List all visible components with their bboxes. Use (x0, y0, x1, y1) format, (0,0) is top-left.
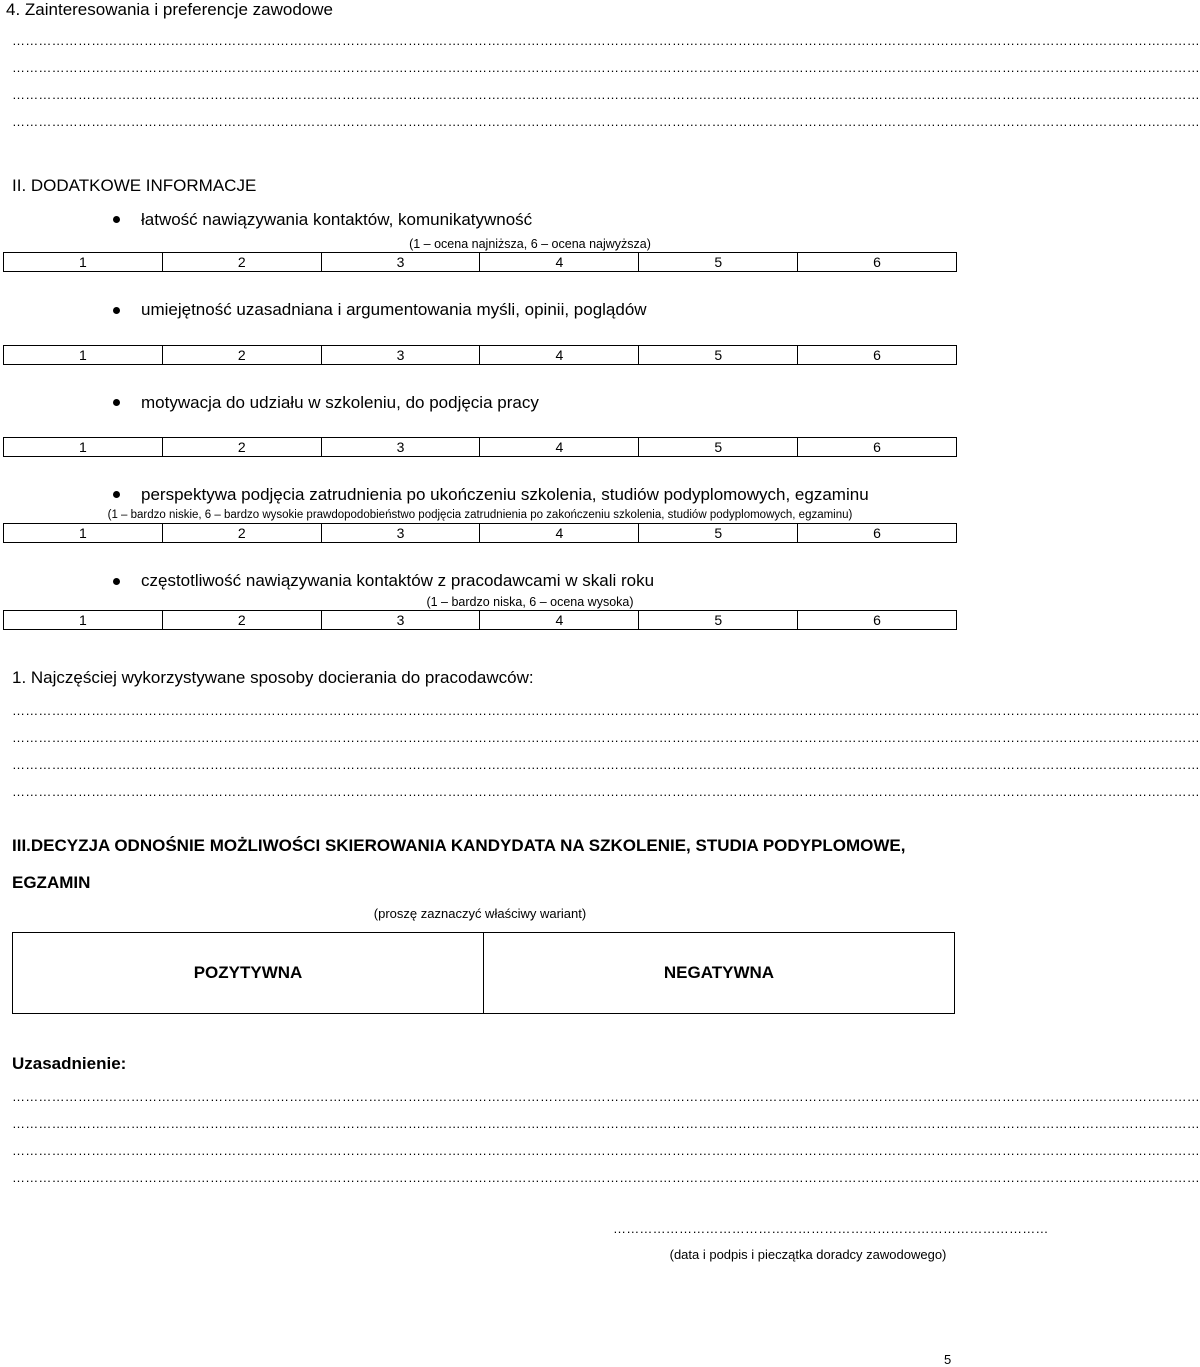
bullet-icon (113, 399, 120, 406)
scale-option-3[interactable]: 3 (321, 524, 480, 543)
bullet-icon (113, 216, 120, 223)
scale-option-2[interactable]: 2 (162, 438, 321, 457)
item-5-scale (3, 610, 957, 630)
scale-option-1[interactable]: 1 (4, 346, 163, 365)
signature-line[interactable]: ……………………………………………………………………………………… (613, 1221, 1049, 1236)
scale-option-4[interactable]: 4 (480, 438, 639, 457)
scale-option-3[interactable]: 3 (321, 438, 480, 457)
item-4-scale (3, 523, 957, 543)
justification-line-2[interactable]: ……………………………………………………………………………………………………………………………………………………………………………………………………………………………………………… (12, 1116, 1200, 1131)
scale-option-5[interactable]: 5 (639, 346, 798, 365)
item-1-label: łatwość nawiązywania kontaktów, komunikatywność (141, 210, 533, 229)
scale-option-1[interactable]: 1 (4, 524, 163, 543)
bullet-icon (113, 307, 120, 314)
item-5-note: (1 – bardzo niska, 6 – ocena wysoka) (426, 595, 634, 609)
scale-option-6[interactable]: 6 (798, 346, 957, 365)
item-2-label: umiejętność uzasadniana i argumentowania myśli, opinii, poglądów (141, 300, 647, 319)
scale-option-4[interactable]: 4 (480, 253, 639, 272)
section-4-title: 4. Zainteresowania i preferencje zawodowe (6, 0, 333, 19)
scale-option-3[interactable]: 3 (321, 253, 480, 272)
scale-option-3[interactable]: 3 (321, 346, 480, 365)
answer-line-4-2[interactable]: ……………………………………………………………………………………………………………………………………………………………………………………………………………………………………………… (12, 60, 1200, 75)
decision-options (12, 932, 955, 1014)
section-3-title-cont: EGZAMIN (12, 873, 91, 892)
item-3-scale (3, 437, 957, 457)
item-4-note: (1 – bardzo niskie, 6 – bardzo wysokie prawdopodobieństwo podjęcia zatrudnienia po zakończeniu szkolenia, studiów podyplomowych, egzaminu) (107, 509, 853, 521)
section-3-title: III.DECYZJA ODNOŚNIE MOŻLIWOŚCI SKIEROWANIA KANDYDATA NA SZKOLENIE, STUDIA PODYPLOMOWE, (12, 836, 906, 855)
answer-line-4-4[interactable]: ……………………………………………………………………………………………………………………………………………………………………………………………………………………………………………… (12, 114, 1200, 129)
scale-option-4[interactable]: 4 (480, 346, 639, 365)
scale-option-5[interactable]: 5 (639, 524, 798, 543)
scale-option-4[interactable]: 4 (480, 524, 639, 543)
signature-caption: (data i podpis i pieczątka doradcy zawodowego) (669, 1247, 947, 1262)
scale-option-6[interactable]: 6 (798, 438, 957, 457)
justification-line-1[interactable]: ……………………………………………………………………………………………………………………………………………………………………………………………………………………………………………… (12, 1089, 1200, 1104)
answer-line-q1-1[interactable]: ……………………………………………………………………………………………………………………………………………………………………………………………………………………………………………… (12, 703, 1200, 718)
item-1-scale (3, 252, 957, 272)
scale-option-2[interactable]: 2 (162, 524, 321, 543)
scale-option-2[interactable]: 2 (162, 611, 321, 630)
scale-option-1[interactable]: 1 (4, 253, 163, 272)
item-4-label: perspektywa podjęcia zatrudnienia po ukończeniu szkolenia, studiów podyplomowych, egzaminu (141, 485, 869, 504)
page-number: 5 (944, 1352, 952, 1367)
bullet-icon (113, 578, 120, 585)
justification-line-4[interactable]: ……………………………………………………………………………………………………………………………………………………………………………………………………………………………………………… (12, 1170, 1200, 1185)
scale-option-6[interactable]: 6 (798, 524, 957, 543)
scale-option-5[interactable]: 5 (639, 253, 798, 272)
justification-line-3[interactable]: ……………………………………………………………………………………………………………………………………………………………………………………………………………………………………………… (12, 1143, 1200, 1158)
scale-option-1[interactable]: 1 (4, 611, 163, 630)
decision-positive[interactable]: POZYTYWNA (13, 933, 484, 1014)
justification-label: Uzasadnienie: (12, 1054, 127, 1073)
answer-line-q1-4[interactable]: ……………………………………………………………………………………………………………………………………………………………………………………………………………………………………………… (12, 784, 1200, 799)
scale-option-1[interactable]: 1 (4, 438, 163, 457)
item-2-scale (3, 345, 957, 365)
scale-option-3[interactable]: 3 (321, 611, 480, 630)
scale-option-2[interactable]: 2 (162, 253, 321, 272)
bullet-icon (113, 491, 120, 498)
scale-option-6[interactable]: 6 (798, 611, 957, 630)
scale-option-4[interactable]: 4 (480, 611, 639, 630)
decision-negative[interactable]: NEGATYWNA (484, 933, 955, 1014)
scale-option-6[interactable]: 6 (798, 253, 957, 272)
scale-option-5[interactable]: 5 (639, 438, 798, 457)
question-1-label: 1. Najczęściej wykorzystywane sposoby docierania do pracodawców: (12, 668, 534, 687)
section-2-title: II. DODATKOWE INFORMACJE (12, 176, 257, 195)
answer-line-4-1[interactable]: ……………………………………………………………………………………………………………………………………………………………………………………………………………………………………………… (12, 33, 1200, 48)
answer-line-q1-3[interactable]: ……………………………………………………………………………………………………………………………………………………………………………………………………………………………………………… (12, 757, 1200, 772)
answer-line-q1-2[interactable]: ……………………………………………………………………………………………………………………………………………………………………………………………………………………………………………… (12, 730, 1200, 745)
item-5-label: częstotliwość nawiązywania kontaktów z pracodawcami w skali roku (141, 571, 655, 590)
item-3-label: motywacja do udziału w szkoleniu, do podjęcia pracy (141, 393, 539, 412)
decision-instruction: (proszę zaznaczyć właściwy wariant) (373, 906, 587, 921)
answer-line-4-3[interactable]: ……………………………………………………………………………………………………………………………………………………………………………………………………………………………………………… (12, 87, 1200, 102)
scale-option-2[interactable]: 2 (162, 346, 321, 365)
scale-option-5[interactable]: 5 (639, 611, 798, 630)
item-1-note: (1 – ocena najniższa, 6 – ocena najwyższa) (409, 237, 651, 251)
